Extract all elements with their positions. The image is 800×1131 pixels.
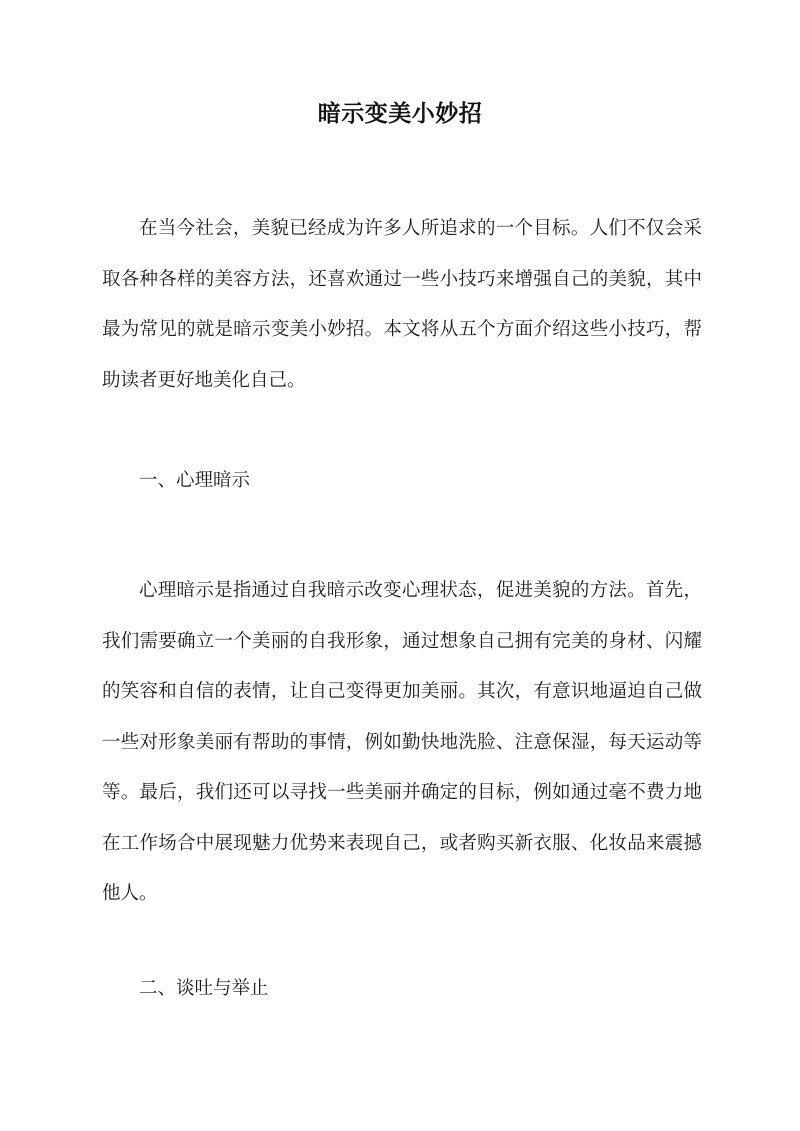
intro-paragraph: 在当今社会，美貌已经成为许多人所追求的一个目标。人们不仅会采取各种各样的美容方法，还喜欢通过一些小技巧来增强自己的美貌，其中最为常见的就是暗示变美小妙招。本文将从五个方面介绍这些小技巧，帮助读者更好地美化自己。 <box>102 218 702 391</box>
section-heading-1: 一、心理暗示 <box>139 470 251 491</box>
section-1-paragraph: 心理暗示是指通过自我暗示改变心理状态，促进美貌的方法。首先，我们需要确立一个美丽的自我形象，通过想象自己拥有完美的身材、闪耀的笑容和自信的表情，让自己变得更加美丽。其次，有意识地逼迫自己做一些对形象美丽有帮助的事情，例如勤快地洗脸、注意保湿，每天运动等等。最后，我们还可以寻找一些美丽并确定的目标，例如通过毫不费力地在工作场合中展现魅力优势来表现自己，或者购买新衣服、化妆品来震撼他人。 <box>102 580 702 904</box>
document-title: 暗示变美小妙招 <box>317 100 483 127</box>
section-heading-2: 二、谈吐与举止 <box>139 978 269 999</box>
